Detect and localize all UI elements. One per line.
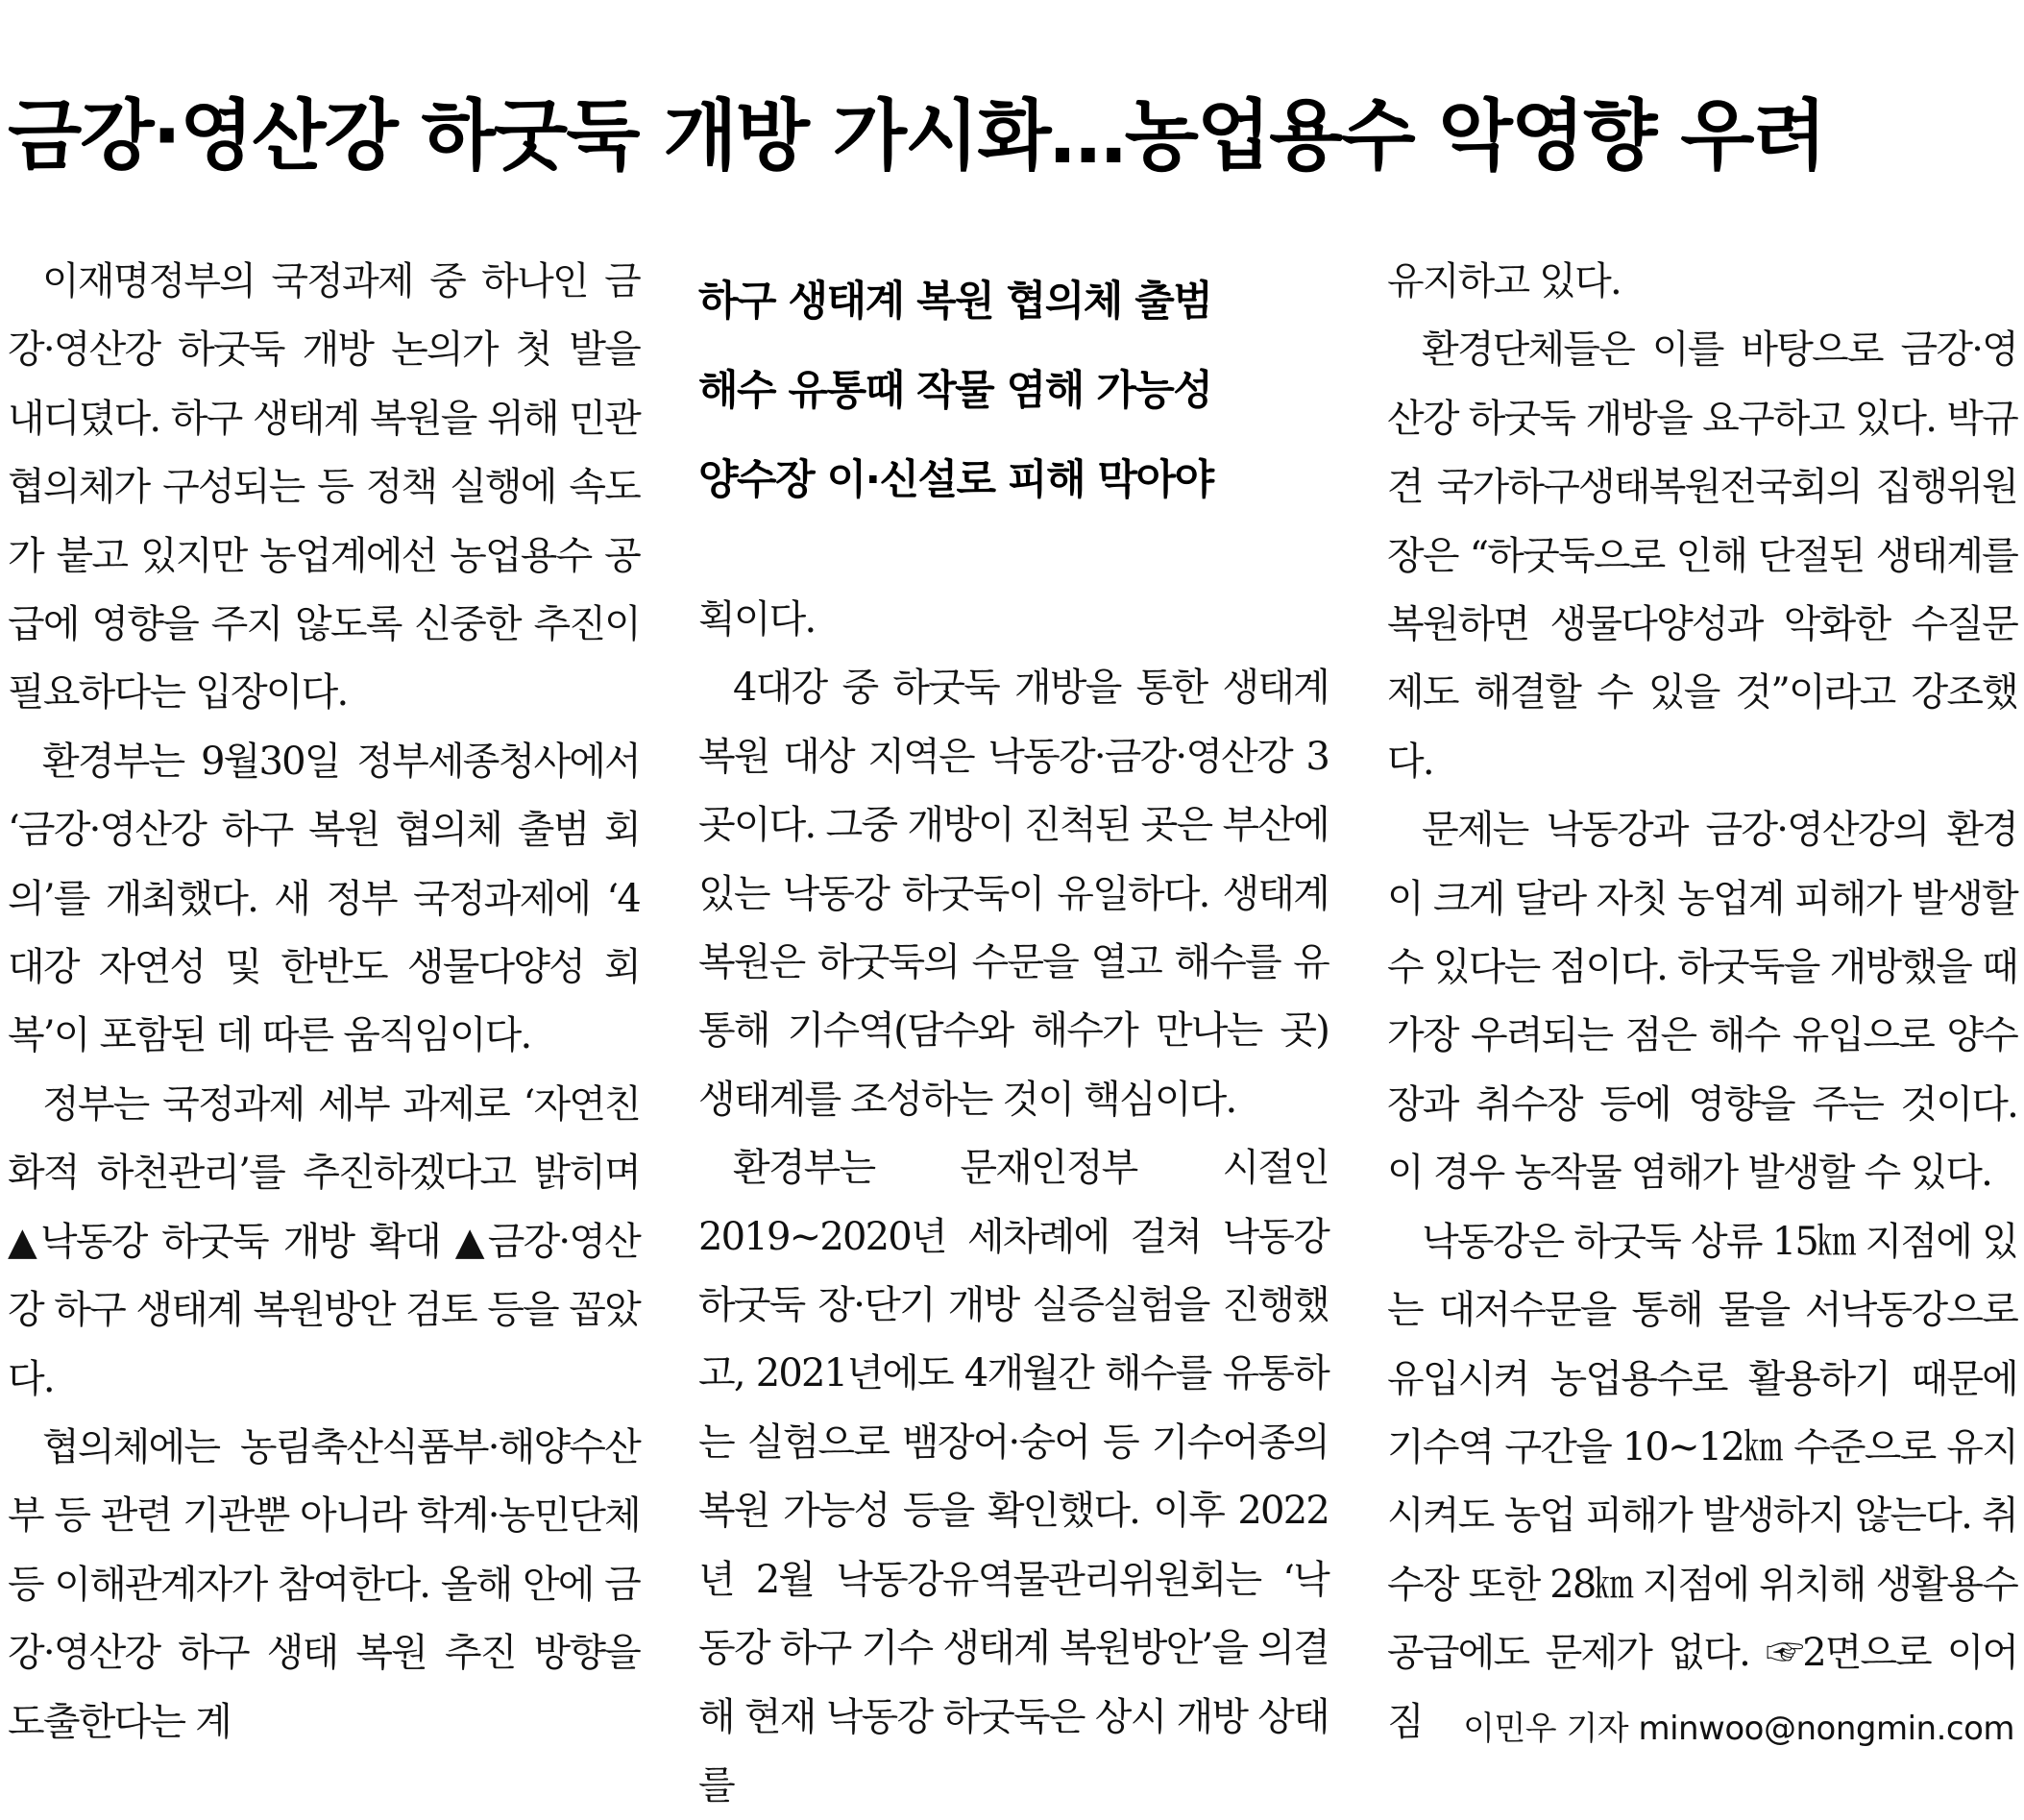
paragraph: 정부는 국정과제 세부 과제로 ‘자연친화적 하천관리’를 추진하겠다고 밝히며 ▲낙동강 하굿둑 개방 확대 ▲금강·영산강 하구 생태계 복원방안 검토 등을 꼽았다. bbox=[8, 1081, 640, 1401]
paragraph: 이재명정부의 국정과제 중 하나인 금강·영산강 하굿둑 개방 논의가 첫 발을 내디뎠다. 하구 생태계 복원을 위해 민관 협의체가 구성되는 등 정책 실행에 속도가 붙고 있지만 농업계에선 농업용수 공급에 영향을 주지 않도록 신중한 추진이 필요하다는 입장이다. bbox=[8, 259, 640, 716]
subheadline: 하구 생태계 복원 협의체 출범 bbox=[698, 278, 1212, 326]
article-column-1 bbox=[8, 248, 640, 1757]
paragraph: 4대강 중 하굿둑 개방을 통한 생태계 복원 대상 지역은 낙동강·금강·영산강 3곳이다. 그중 개방이 진척된 곳은 부산에 있는 낙동강 하굿둑이 유일하다. 생태계 복원은 하굿둑의 수문을 열고 해수를 유통해 기수역(담수와 해수가 만나는 곳) 생태계를 조성하는 것이 핵심이다. bbox=[698, 666, 1329, 1122]
paragraph: 환경부는 9월30일 정부세종청사에서 ‘금강·영산강 하구 복원 협의체 출범 회의’를 개최했다. 새 정부 국정과제에 ‘4대강 자연성 및 한반도 생물다양성 회복’이 포함된 데 따른 움직임이다. bbox=[8, 739, 640, 1058]
subheadline: 해수 유통때 작물 염해 가능성 bbox=[698, 367, 1212, 415]
subheadline-block bbox=[698, 257, 1329, 525]
paragraph: 협의체에는 농림축산식품부·해양수산부 등 관련 기관뿐 아니라 학계·농민단체 등 이해관계자가 참여한다. 올해 안에 금강·영산강 하구 생태 복원 추진 방향을 도출한다는 계 bbox=[8, 1424, 640, 1744]
headline: 금강·영산강 하굿둑 개방 가시화…농업용수 악영향 우려 bbox=[8, 91, 1825, 181]
subheadline: 양수장 이·신설로 피해 막아야 bbox=[698, 456, 1213, 504]
paragraph: 획이다. bbox=[698, 597, 816, 642]
paragraph: 유지하고 있다. bbox=[1387, 259, 1621, 303]
article-column-2 bbox=[698, 586, 1329, 1820]
byline: 이민우 기자 minwoo@nongmin.com bbox=[1463, 1710, 2014, 1748]
continuation-note: ☞2면으로 이어짐 bbox=[1387, 1631, 2017, 1744]
paragraph bbox=[1387, 1208, 2017, 1757]
article-column-3 bbox=[1387, 248, 2017, 1757]
paragraph: 문제는 낙동강과 금강·영산강의 환경이 크게 달라 자칫 농업계 피해가 발생할 수 있다는 점이다. 하굿둑을 개방했을 때 가장 우려되는 점은 해수 유입으로 양수장과 취수장 등에 영향을 주는 것이다. 이 경우 농작물 염해가 발생할 수 있다. bbox=[1387, 808, 2017, 1196]
paragraph: 환경부는 문재인정부 시절인 2019∼2020년 세차례에 걸쳐 낙동강 하굿둑 장·단기 개방 실증실험을 진행했고, 2021년에도 4개월간 해수를 유통하는 실험으로 뱀장어·숭어 등 기수어종의 복원 가능성 등을 확인했다. 이후 2022년 2월 낙동강유역물관리위원회는 ‘낙동강 하구 기수 생태계 복원방안’을 의결해 현재 낙동강 하굿둑은 상시 개방 상태를 bbox=[698, 1146, 1329, 1808]
paragraph-text: 낙동강은 하굿둑 상류 15㎞ 지점에 있는 대저수문을 통해 물을 서낙동강으로 유입시켜 농업용수로 활용하기 때문에 기수역 구간을 10∼12㎞ 수준으로 유지시켜도 농업 피해가 발생하지 않는다. 취수장 또한 28㎞ 지점에 위치해 생활용수 공급에도 문제가 없다. bbox=[1387, 1219, 2017, 1676]
paragraph: 환경단체들은 이를 바탕으로 금강·영산강 하굿둑 개방을 요구하고 있다. 박규견 국가하구생태복원전국회의 집행위원장은 “하굿둑으로 인해 단절된 생태계를 복원하면 생물다양성과 악화한 수질문제도 해결할 수 있을 것”이라고 강조했다. bbox=[1387, 328, 2017, 784]
